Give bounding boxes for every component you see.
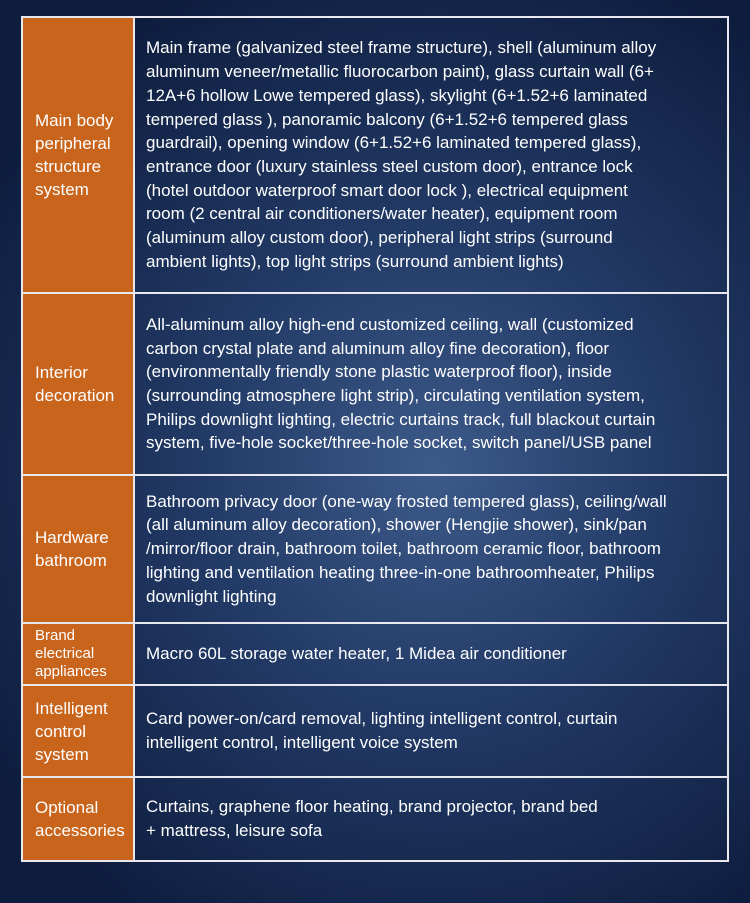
row-label-intelligent-control-system: Intelligent control system xyxy=(23,686,135,776)
row-content-interior-decoration: All-aluminum alloy high-end customized ceiling, wall (customized carbon crystal plate and aluminum alloy fine decoration), floor (environmentally friendly stone plastic waterproof floor), inside (surrounding atmosphere light strip), circulating ventilation system, Philips downlight lighting, electric curtains track, full blackout curtain system, five-hole socket/three-hole socket, switch panel/USB panel xyxy=(146,314,656,453)
row-content-main-body: Main frame (galvanized steel frame structure), shell (aluminum alloy aluminum veneer/metallic fluorocarbon paint), glass curtain wall (6+ 12A+6 hollow Lowe tempered glass), skylight (6+1.52+6 laminated tempered glass ), panoramic balcony (6+1.52+6 tempered glass guardrail), opening window (6+1.52+6 laminated tempered glass), entrance door (luxury stainless steel custom door), entrance lock (hotel outdoor waterproof smart door lock ), electrical equipment room (2 central air conditioners/water heater), equipment room (aluminum alloy custom door), peripheral light strips (surround ambient lights), top light strips (surround ambient lights) xyxy=(146,38,657,271)
table-row xyxy=(23,686,727,778)
spec-table xyxy=(21,16,729,862)
table-row xyxy=(23,294,727,476)
row-label-interior-decoration: Interior decoration xyxy=(23,294,135,474)
table-row xyxy=(23,624,727,686)
row-content-optional-accessories: Curtains, graphene floor heating, brand projector, brand bed + mattress, leisure sofa xyxy=(146,797,598,840)
row-label-hardware-bathroom: Hardware bathroom xyxy=(23,476,135,622)
row-label-main-body: Main body peripheral structure system xyxy=(23,18,135,292)
table-row xyxy=(23,476,727,624)
row-content-brand-electrical-appliances: Macro 60L storage water heater, 1 Midea air conditioner xyxy=(146,644,567,664)
row-content-intelligent-control-system: Card power-on/card removal, lighting intelligent control, curtain intelligent control, intelligent voice system xyxy=(146,709,618,752)
table-row xyxy=(23,18,727,294)
row-label-brand-electrical-appliances: Brand electrical appliances xyxy=(23,624,135,684)
row-content-hardware-bathroom: Bathroom privacy door (one-way frosted tempered glass), ceiling/wall (all aluminum alloy decoration), shower (Hengjie shower), sink/pan /mirror/floor drain, bathroom toilet, bathroom ceramic floor, bathroom lighting and ventilation heating three-in-one bathroomheater, Philips downlight lighting xyxy=(146,491,667,606)
table-row xyxy=(23,778,727,860)
row-label-optional-accessories: Optional accessories xyxy=(23,778,135,860)
